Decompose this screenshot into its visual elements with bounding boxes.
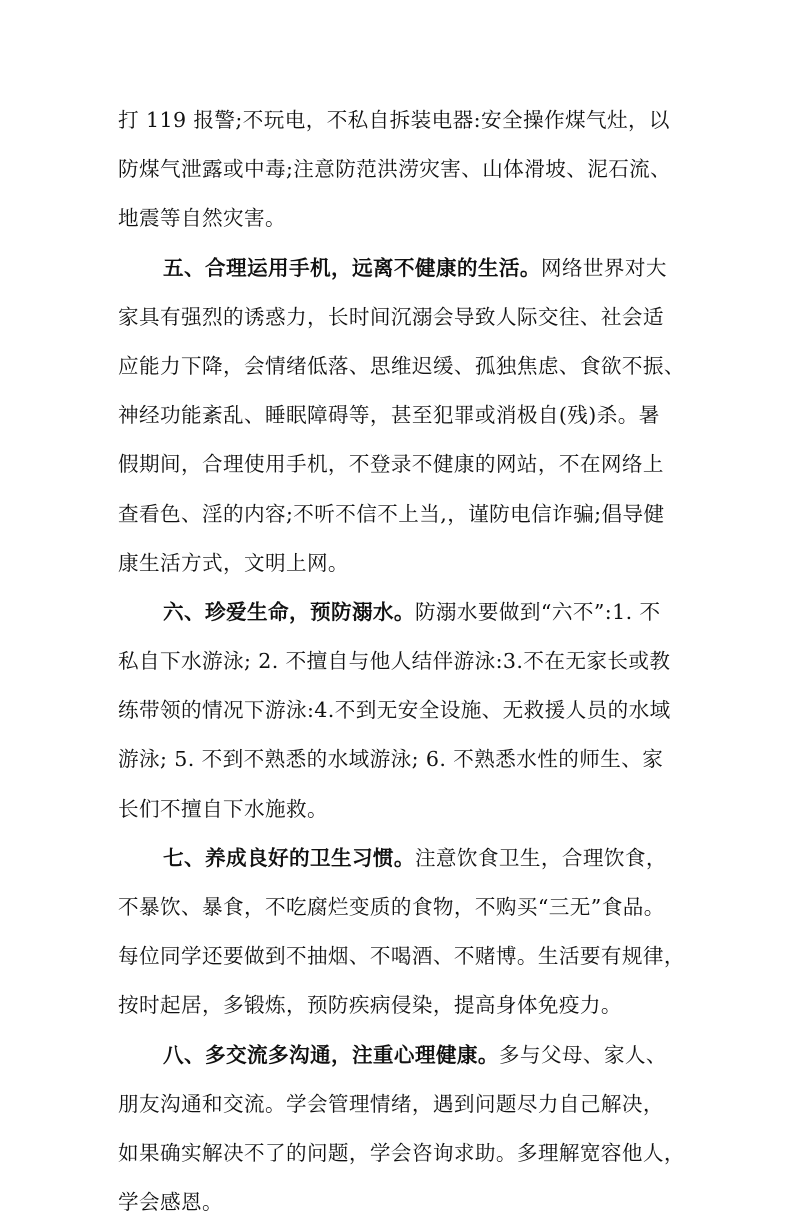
section-7-first-line: [118, 834, 678, 883]
text-line: 按时起居，多锻炼，预防疾病侵染，提高身体免疫力。: [118, 993, 622, 1018]
text-line: 学会感恩。: [118, 1190, 223, 1215]
section-5-text: 网络世界对大: [540, 255, 667, 280]
text-line: 家具有强烈的诱惑力，长时间沉溺会导致人际交往、社会适: [118, 304, 664, 329]
text-line: 私自下水游泳; 2. 不擅自与他人结伴游泳:3.不在无家长或教: [118, 649, 671, 674]
text-line: 康生活方式，文明上网。: [118, 550, 349, 575]
document-body: [118, 96, 685, 1227]
section-5-first-line: [118, 244, 678, 293]
section-8-text: 多与父母、家人、: [498, 1042, 667, 1067]
text-line: 应能力下降，会情绪低落、思维迟缓、孤独焦虑、食欲不振、: [118, 353, 685, 378]
text-line: 朋友沟通和交流。学会管理情绪，遇到问题尽力自己解决，: [118, 1091, 664, 1116]
text-line: 练带领的情况下游泳:4.不到无安全设施、无救援人员的水域: [118, 698, 671, 723]
text-line: 地震等自然灾害。: [118, 206, 286, 231]
text-line: 查看色、淫的内容;不听不信不上当,，谨防电信诈骗;倡导健: [118, 501, 665, 526]
text-line: 神经功能紊乱、睡眠障碍等，甚至犯罪或消极自(残)杀。暑: [118, 403, 660, 428]
section-8-first-line: [118, 1031, 678, 1080]
text-line: 打 119 报警;不玩电，不私自拆装电器:安全操作煤气灶，以: [118, 108, 670, 132]
text-line: 不暴饮、暴食，不吃腐烂变质的食物，不购买“三无”食品。: [118, 895, 665, 919]
section-7-text: 注意饮食卫生，合理饮食，: [414, 845, 667, 870]
section-6-first-line: [118, 588, 678, 637]
section-7-heading: 七、养成良好的卫生习惯。: [163, 845, 415, 870]
section-6-heading: 六、珍爱生命，预防溺水。: [163, 599, 415, 624]
text-line: 每位同学还要做到不抽烟、不喝酒、不赌博。生活要有规律，: [118, 944, 685, 969]
text-line: 如果确实解决不了的问题，学会咨询求助。多理解宽容他人，: [118, 1140, 685, 1165]
text-line: 长们不擅自下水施救。: [118, 796, 328, 821]
text-line: 防煤气泄露或中毒;注意防范洪涝灾害、山体滑坡、泥石流、: [118, 157, 672, 182]
text-line: 游泳; 5. 不到不熟悉的水域游泳; 6. 不熟悉水性的师生、家: [118, 747, 664, 772]
section-5-heading: 五、合理运用手机，远离不健康的生活。: [163, 255, 541, 280]
section-8-heading: 八、多交流多沟通，注重心理健康。: [163, 1042, 499, 1067]
text-line: 假期间，合理使用手机，不登录不健康的网站，不在网络上: [118, 452, 664, 477]
section-6-text: 防溺水要做到“六不”:1. 不: [414, 599, 661, 624]
